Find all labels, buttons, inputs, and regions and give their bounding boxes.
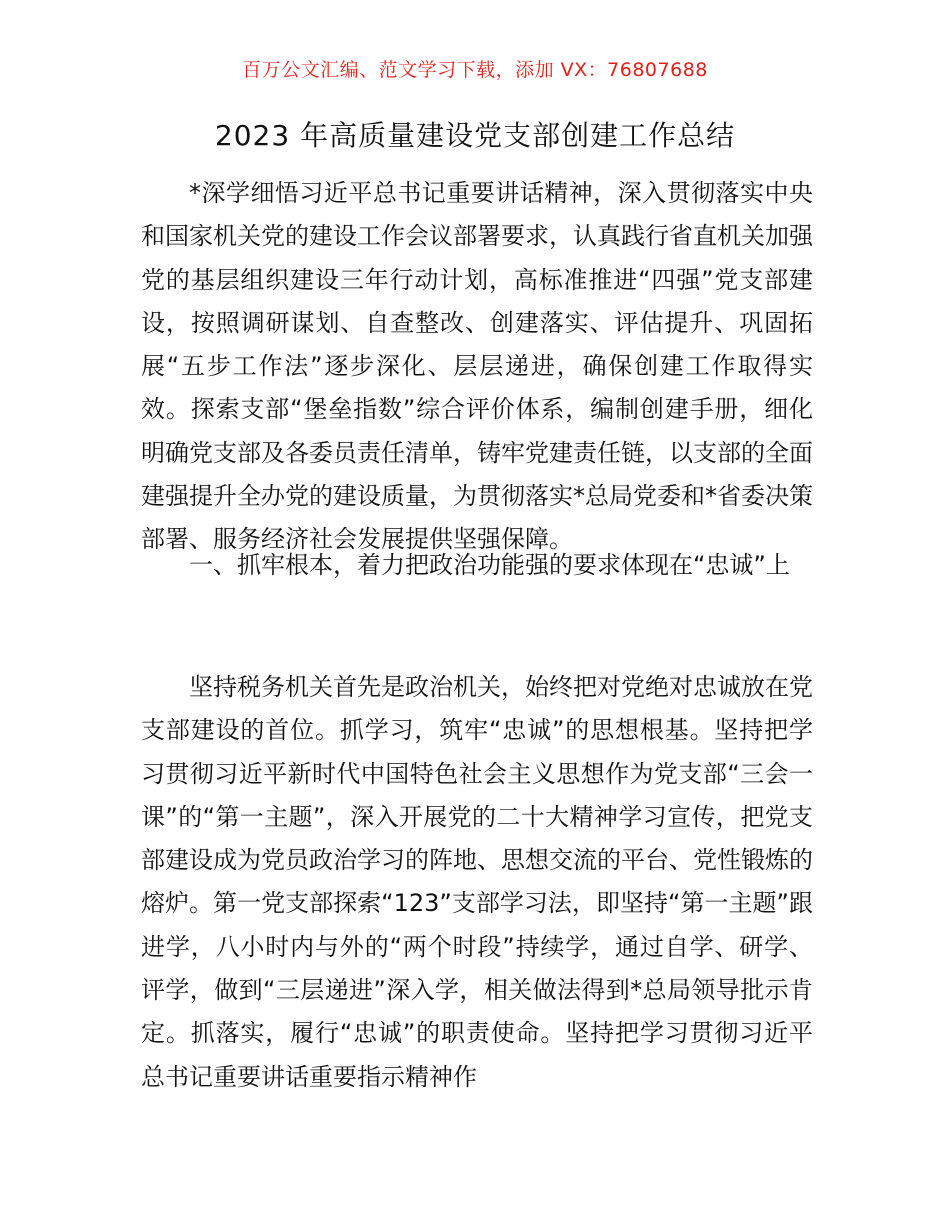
document-title: 2023 年高质量建设党支部创建工作总结 (214, 119, 736, 152)
intro-paragraph: *深学细悟习近平总书记重要讲话精神，深入贯彻落实中央和国家机关党的建设工作会议部署要求，认真践行省直机关加强党的基层组织建设三年行动计划，高标准推进“四强”党支部建设，按照调研谋划、自查整改、创建落实、评估提升、巩固拓展“五步工作法”逐步深化、层层递进，确保创建工作取得实效。探索支部“堡垒指数”综合评价体系，编制创建手册，细化明确党支部及各委员责任清单，铸牢党建责任链，以支部的全面建强提升全办党的建设质量，为贯彻落实*总局党委和*省委决策部署、服务经济社会发展提供坚强保障。 (141, 179, 813, 554)
section-heading: 一、抓牢根本，着力把政治功能强的要求体现在“忠诚”上 (189, 551, 790, 579)
section-paragraph: 坚持税务机关首先是政治机关，始终把对党绝对忠诚放在党支部建设的首位。抓学习，筑牢“忠诚”的思想根基。坚持把学习贯彻习近平新时代中国特色社会主义思想作为党支部“三会一课”的“第一主题”，深入开展党的二十大精神学习宣传，把党支部建设成为党员政治学习的阵地、思想交流的平台、党性锻炼的熔炉。第一党支部探索“123”支部学习法，即坚持“第一主题”跟进学，八小时内与外的“两个时段”持续学，通过自学、研学、评学，做到“三层递进”深入学，相关做法得到*总局领导批示肯定。抓落实，履行“忠诚”的职责使命。坚持把学习贯彻习近平总书记重要讲话重要指示精神作 (141, 673, 813, 1091)
watermark-banner: 百万公文汇编、范文学习下载，添加 VX：76807688 (242, 59, 708, 81)
